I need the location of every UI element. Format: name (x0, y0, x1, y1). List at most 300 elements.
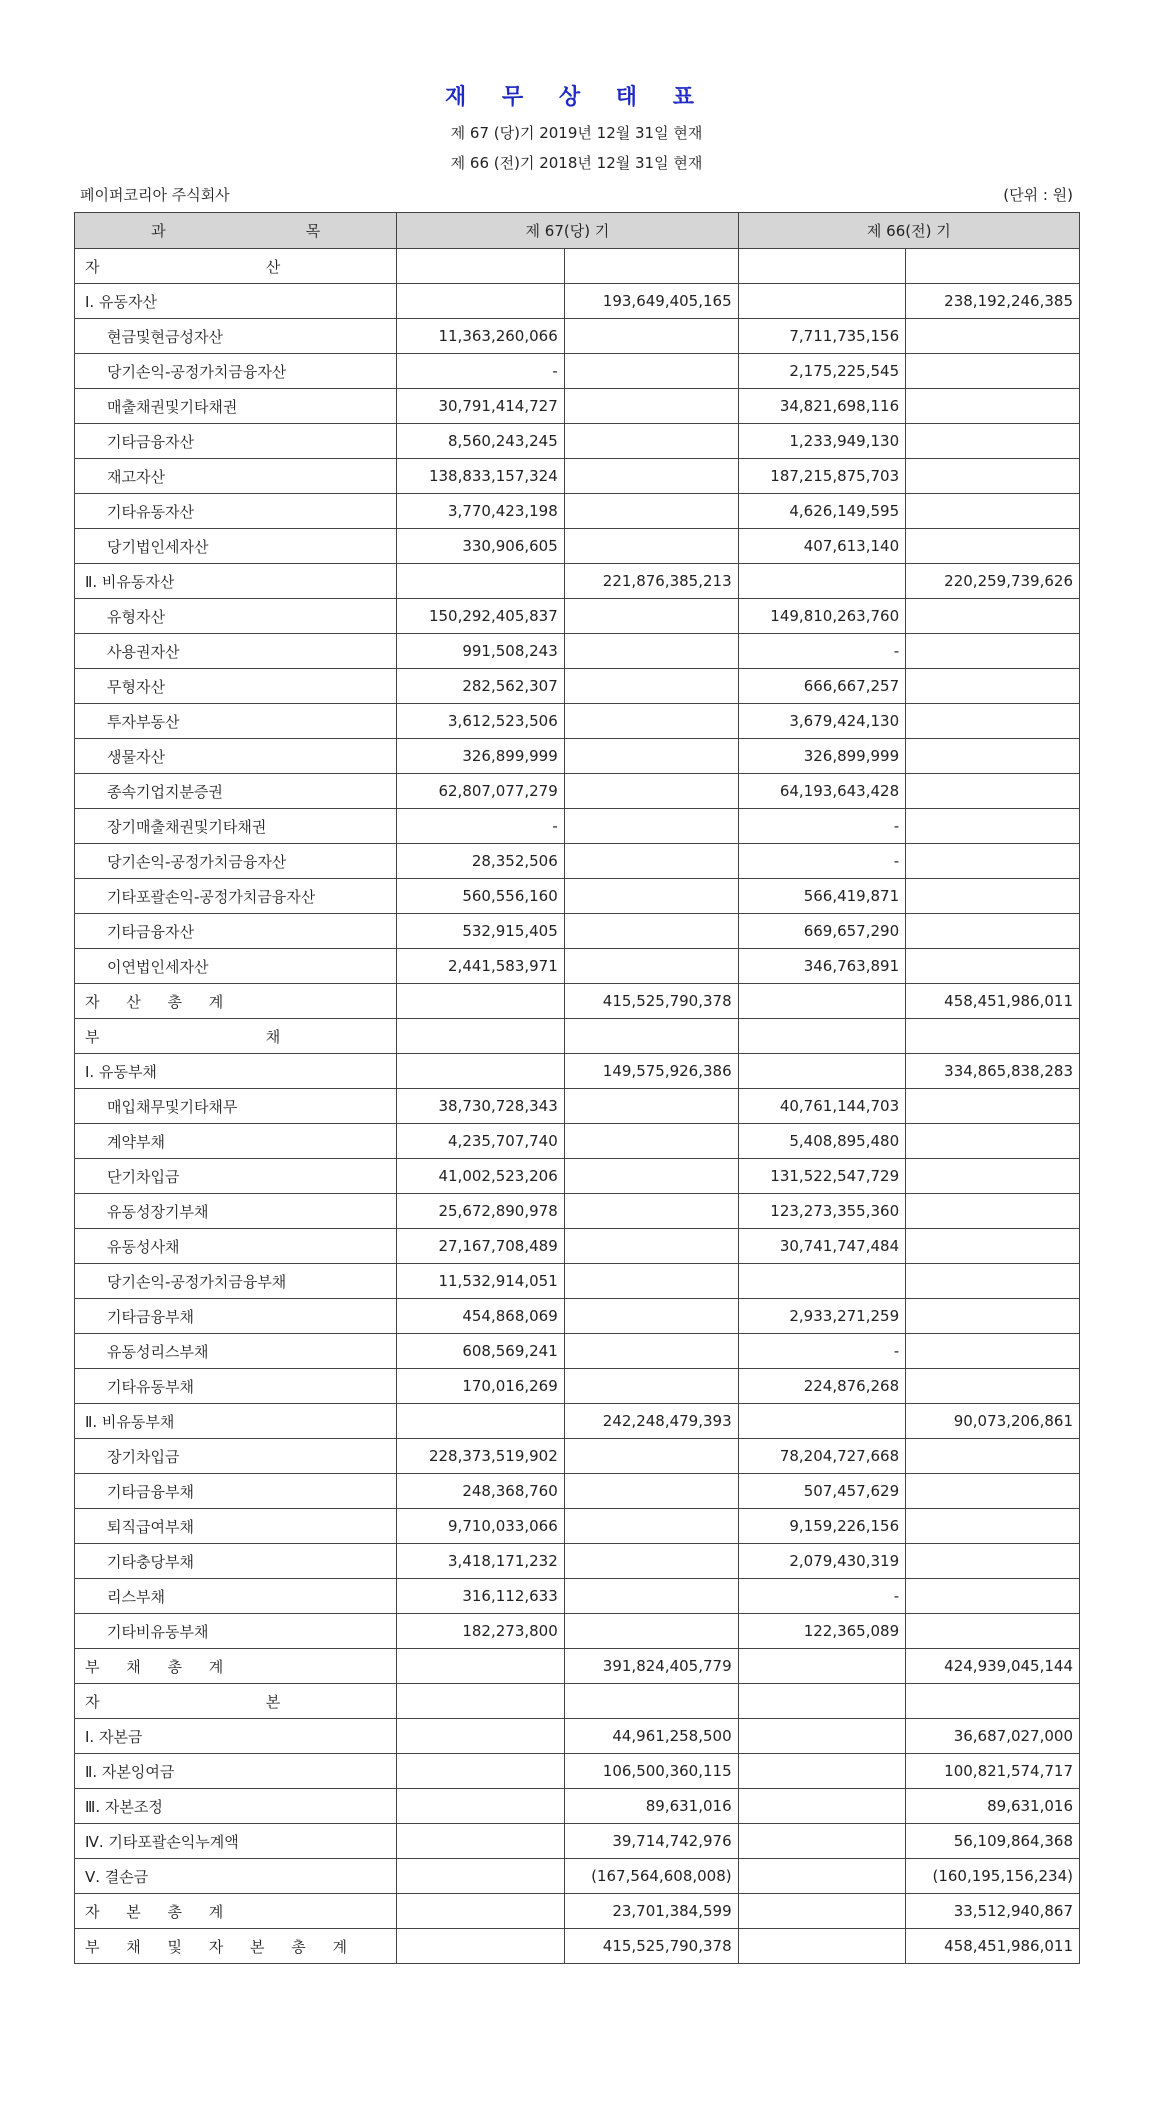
amount-tot-cur (564, 389, 738, 424)
amount-tot-cur (564, 1124, 738, 1159)
account-label: 기타금융부채 (75, 1299, 397, 1334)
account-label (75, 1684, 397, 1719)
amount-tot-cur (564, 529, 738, 564)
amount-tot-cur (564, 1334, 738, 1369)
amount-sub-pri (738, 1754, 906, 1789)
amount-sub-pri: - (738, 1579, 906, 1614)
amount-sub-pri (738, 1684, 906, 1719)
amount-tot-cur (564, 914, 738, 949)
account-label: 부 채 총 계 (75, 1649, 397, 1684)
amount-sub-pri: 346,763,891 (738, 949, 906, 984)
amount-tot-pri (906, 1369, 1080, 1404)
amount-sub-cur: 560,556,160 (397, 879, 565, 914)
amount-tot-pri (906, 1019, 1080, 1054)
amount-sub-pri (738, 1929, 906, 1964)
amount-tot-cur (564, 1019, 738, 1054)
table-header-row (75, 213, 1080, 249)
table-row (75, 844, 1080, 879)
amount-sub-pri: - (738, 844, 906, 879)
amount-sub-cur: 608,569,241 (397, 1334, 565, 1369)
table-row (75, 1684, 1080, 1719)
account-label: Ⅰ. 자본금 (75, 1719, 397, 1754)
amount-sub-cur: 41,002,523,206 (397, 1159, 565, 1194)
account-label: 현금및현금성자산 (75, 319, 397, 354)
amount-sub-cur (397, 1754, 565, 1789)
amount-sub-cur: 282,562,307 (397, 669, 565, 704)
amount-tot-cur (564, 494, 738, 529)
amount-tot-pri (906, 1474, 1080, 1509)
amount-sub-pri: 131,522,547,729 (738, 1159, 906, 1194)
account-label: 당기손익-공정가치금융자산 (75, 354, 397, 389)
amount-sub-cur: 28,352,506 (397, 844, 565, 879)
header-account (75, 213, 397, 249)
amount-sub-cur: 3,612,523,506 (397, 704, 565, 739)
amount-sub-cur: 138,833,157,324 (397, 459, 565, 494)
amount-tot-cur (564, 844, 738, 879)
amount-sub-pri (738, 1719, 906, 1754)
amount-tot-cur (564, 319, 738, 354)
amount-sub-cur (397, 1649, 565, 1684)
amount-sub-cur (397, 1824, 565, 1859)
amount-tot-pri (906, 424, 1080, 459)
amount-tot-cur: 44,961,258,500 (564, 1719, 738, 1754)
balance-sheet-table (74, 212, 1080, 1964)
amount-sub-pri: 30,741,747,484 (738, 1229, 906, 1264)
account-label: 종속기업지분증권 (75, 774, 397, 809)
amount-sub-cur: 4,235,707,740 (397, 1124, 565, 1159)
amount-sub-cur (397, 1929, 565, 1964)
amount-tot-cur: 391,824,405,779 (564, 1649, 738, 1684)
table-row (75, 1194, 1080, 1229)
amount-sub-cur: 25,672,890,978 (397, 1194, 565, 1229)
account-label: 사용권자산 (75, 634, 397, 669)
table-row (75, 704, 1080, 739)
account-label: 기타유동자산 (75, 494, 397, 529)
account-label: 당기법인세자산 (75, 529, 397, 564)
table-row (75, 1159, 1080, 1194)
amount-tot-pri (906, 879, 1080, 914)
table-row (75, 1894, 1080, 1929)
amount-tot-cur (564, 1474, 738, 1509)
amount-tot-cur: 106,500,360,115 (564, 1754, 738, 1789)
amount-tot-pri: 424,939,045,144 (906, 1649, 1080, 1684)
amount-tot-pri (906, 844, 1080, 879)
table-row (75, 914, 1080, 949)
amount-sub-cur: 170,016,269 (397, 1369, 565, 1404)
table-row (75, 1439, 1080, 1474)
account-label: 유동성리스부채 (75, 1334, 397, 1369)
table-row (75, 1264, 1080, 1299)
amount-sub-cur: 248,368,760 (397, 1474, 565, 1509)
amount-sub-pri: 123,273,355,360 (738, 1194, 906, 1229)
amount-sub-pri (738, 1019, 906, 1054)
amount-tot-pri (906, 914, 1080, 949)
amount-sub-pri: - (738, 634, 906, 669)
amount-sub-cur (397, 249, 565, 284)
amount-sub-pri (738, 1789, 906, 1824)
amount-tot-pri (906, 669, 1080, 704)
amount-tot-cur: 23,701,384,599 (564, 1894, 738, 1929)
amount-sub-pri (738, 1824, 906, 1859)
table-row (75, 1089, 1080, 1124)
table-row (75, 1334, 1080, 1369)
amount-tot-cur (564, 424, 738, 459)
amount-tot-cur: 221,876,385,213 (564, 564, 738, 599)
amount-sub-pri: 2,175,225,545 (738, 354, 906, 389)
account-label: 퇴직급여부채 (75, 1509, 397, 1544)
table-row (75, 1859, 1080, 1894)
amount-tot-cur (564, 669, 738, 704)
table-row (75, 459, 1080, 494)
amount-tot-cur: 39,714,742,976 (564, 1824, 738, 1859)
amount-tot-cur (564, 1614, 738, 1649)
amount-sub-pri: 4,626,149,595 (738, 494, 906, 529)
amount-tot-pri: 458,451,986,011 (906, 1929, 1080, 1964)
amount-sub-cur (397, 1404, 565, 1439)
account-label (75, 249, 397, 284)
amount-tot-cur (564, 634, 738, 669)
amount-tot-cur (564, 949, 738, 984)
table-row (75, 774, 1080, 809)
amount-tot-pri (906, 774, 1080, 809)
amount-tot-pri (906, 319, 1080, 354)
amount-tot-pri (906, 1334, 1080, 1369)
amount-sub-pri: - (738, 1334, 906, 1369)
amount-sub-cur: 182,273,800 (397, 1614, 565, 1649)
amount-tot-cur (564, 1299, 738, 1334)
amount-tot-pri: 100,821,574,717 (906, 1754, 1080, 1789)
amount-sub-pri: 3,679,424,130 (738, 704, 906, 739)
amount-tot-pri (906, 1089, 1080, 1124)
amount-sub-cur: 11,363,260,066 (397, 319, 565, 354)
account-label: 리스부채 (75, 1579, 397, 1614)
amount-sub-cur: 228,373,519,902 (397, 1439, 565, 1474)
account-label: 장기매출채권및기타채권 (75, 809, 397, 844)
account-label: 생물자산 (75, 739, 397, 774)
table-body (75, 249, 1080, 1964)
amount-sub-cur (397, 1789, 565, 1824)
amount-sub-cur: 3,418,171,232 (397, 1544, 565, 1579)
amount-tot-cur (564, 809, 738, 844)
amount-sub-pri: 187,215,875,703 (738, 459, 906, 494)
amount-sub-cur (397, 1684, 565, 1719)
table-row (75, 1369, 1080, 1404)
account-label: 단기차입금 (75, 1159, 397, 1194)
table-row (75, 809, 1080, 844)
account-label (75, 1019, 397, 1054)
amount-tot-pri (906, 529, 1080, 564)
header-current: 제 67(당) 기 (397, 213, 738, 249)
amount-sub-pri (738, 249, 906, 284)
account-label: 기타포괄손익-공정가치금융자산 (75, 879, 397, 914)
amount-sub-cur: 3,770,423,198 (397, 494, 565, 529)
account-label: 투자부동산 (75, 704, 397, 739)
amount-tot-pri (906, 704, 1080, 739)
amount-tot-pri (906, 1229, 1080, 1264)
amount-sub-cur: 150,292,405,837 (397, 599, 565, 634)
table-row (75, 1404, 1080, 1439)
amount-tot-pri: 458,451,986,011 (906, 984, 1080, 1019)
account-label: 장기차입금 (75, 1439, 397, 1474)
amount-sub-pri (738, 1264, 906, 1299)
amount-sub-pri: - (738, 809, 906, 844)
amount-tot-cur: 415,525,790,378 (564, 1929, 738, 1964)
amount-sub-pri (738, 1404, 906, 1439)
amount-sub-pri: 407,613,140 (738, 529, 906, 564)
section-label-second: 본 (265, 1692, 281, 1711)
amount-tot-pri (906, 1684, 1080, 1719)
amount-tot-pri (906, 459, 1080, 494)
amount-sub-pri (738, 1054, 906, 1089)
amount-sub-pri: 666,667,257 (738, 669, 906, 704)
amount-sub-pri: 64,193,643,428 (738, 774, 906, 809)
amount-tot-cur (564, 1369, 738, 1404)
amount-tot-pri (906, 1124, 1080, 1159)
amount-sub-pri: 2,933,271,259 (738, 1299, 906, 1334)
account-label: 기타충당부채 (75, 1544, 397, 1579)
table-row (75, 284, 1080, 319)
amount-tot-cur (564, 354, 738, 389)
header-account-1: 과 (151, 222, 166, 240)
account-label: 유동성사채 (75, 1229, 397, 1264)
table-row (75, 879, 1080, 914)
amount-tot-pri: 33,512,940,867 (906, 1894, 1080, 1929)
amount-sub-cur (397, 1859, 565, 1894)
amount-sub-pri (738, 564, 906, 599)
amount-tot-pri (906, 739, 1080, 774)
amount-tot-cur: (167,564,608,008) (564, 1859, 738, 1894)
document-title: 재 무 상 태 표 (445, 85, 708, 110)
table-row (75, 1614, 1080, 1649)
amount-tot-pri (906, 494, 1080, 529)
amount-tot-cur (564, 1194, 738, 1229)
amount-sub-pri: 7,711,735,156 (738, 319, 906, 354)
amount-sub-pri: 78,204,727,668 (738, 1439, 906, 1474)
account-label: 무형자산 (75, 669, 397, 704)
amount-tot-cur: 89,631,016 (564, 1789, 738, 1824)
account-label: 재고자산 (75, 459, 397, 494)
table-row (75, 529, 1080, 564)
account-label: Ⅰ. 유동부채 (75, 1054, 397, 1089)
amount-tot-pri: (160,195,156,234) (906, 1859, 1080, 1894)
account-label: 매입채무및기타채무 (75, 1089, 397, 1124)
amount-tot-cur (564, 1579, 738, 1614)
table-row (75, 1544, 1080, 1579)
account-label: 자 산 총 계 (75, 984, 397, 1019)
amount-tot-pri (906, 389, 1080, 424)
account-label: 기타비유동부채 (75, 1614, 397, 1649)
amount-tot-pri (906, 249, 1080, 284)
amount-sub-pri: 224,876,268 (738, 1369, 906, 1404)
amount-sub-cur (397, 984, 565, 1019)
amount-tot-pri (906, 354, 1080, 389)
table-row (75, 1474, 1080, 1509)
amount-tot-pri (906, 809, 1080, 844)
amount-sub-cur: 330,906,605 (397, 529, 565, 564)
account-label: 기타금융자산 (75, 914, 397, 949)
table-row (75, 1754, 1080, 1789)
amount-tot-pri (906, 1544, 1080, 1579)
amount-tot-pri (906, 1579, 1080, 1614)
account-label: Ⅱ. 자본잉여금 (75, 1754, 397, 1789)
amount-sub-cur (397, 1894, 565, 1929)
amount-sub-pri (738, 284, 906, 319)
company-name: 페이퍼코리아 주식회사 (80, 186, 230, 204)
amount-sub-pri: 669,657,290 (738, 914, 906, 949)
table-row (75, 1019, 1080, 1054)
table-row (75, 564, 1080, 599)
amount-sub-cur: 991,508,243 (397, 634, 565, 669)
amount-tot-cur (564, 1544, 738, 1579)
table-row (75, 1509, 1080, 1544)
header-account-2: 목 (305, 222, 321, 240)
amount-sub-pri: 5,408,895,480 (738, 1124, 906, 1159)
amount-sub-pri: 34,821,698,116 (738, 389, 906, 424)
amount-tot-pri: 90,073,206,861 (906, 1404, 1080, 1439)
amount-tot-pri (906, 1299, 1080, 1334)
table-row (75, 1719, 1080, 1754)
amount-tot-cur: 415,525,790,378 (564, 984, 738, 1019)
section-label-first: 부 (85, 1027, 100, 1046)
amount-sub-cur: 30,791,414,727 (397, 389, 565, 424)
amount-sub-cur: 38,730,728,343 (397, 1089, 565, 1124)
amount-sub-cur: 27,167,708,489 (397, 1229, 565, 1264)
amount-tot-pri (906, 1614, 1080, 1649)
amount-tot-pri (906, 949, 1080, 984)
account-label: 이연법인세자산 (75, 949, 397, 984)
amount-tot-cur: 193,649,405,165 (564, 284, 738, 319)
account-label: Ⅳ. 기타포괄손익누계액 (75, 1824, 397, 1859)
amount-tot-cur (564, 1684, 738, 1719)
amount-tot-cur (564, 1264, 738, 1299)
amount-tot-pri (906, 599, 1080, 634)
account-label: 당기손익-공정가치금융자산 (75, 844, 397, 879)
table-row (75, 949, 1080, 984)
amount-tot-cur (564, 599, 738, 634)
table-row (75, 1124, 1080, 1159)
amount-tot-cur (564, 249, 738, 284)
amount-tot-pri (906, 1194, 1080, 1229)
section-label-first: 자 (85, 1692, 100, 1711)
amount-sub-cur: 326,899,999 (397, 739, 565, 774)
amount-sub-pri: 40,761,144,703 (738, 1089, 906, 1124)
amount-tot-pri (906, 634, 1080, 669)
amount-sub-pri: 149,810,263,760 (738, 599, 906, 634)
amount-sub-pri: 2,079,430,319 (738, 1544, 906, 1579)
section-label-second: 산 (265, 257, 281, 276)
amount-sub-cur: 316,112,633 (397, 1579, 565, 1614)
amount-sub-pri (738, 1894, 906, 1929)
table-row (75, 354, 1080, 389)
amount-sub-pri: 507,457,629 (738, 1474, 906, 1509)
account-label: 매출채권및기타채권 (75, 389, 397, 424)
table-row (75, 1789, 1080, 1824)
amount-sub-cur: 11,532,914,051 (397, 1264, 565, 1299)
amount-sub-cur (397, 1019, 565, 1054)
amount-tot-pri: 36,687,027,000 (906, 1719, 1080, 1754)
table-row (75, 249, 1080, 284)
amount-tot-cur (564, 739, 738, 774)
table-row (75, 1229, 1080, 1264)
amount-tot-cur (564, 1159, 738, 1194)
amount-sub-cur: - (397, 809, 565, 844)
amount-sub-cur: 454,868,069 (397, 1299, 565, 1334)
table-row (75, 319, 1080, 354)
table-row (75, 1299, 1080, 1334)
table-row (75, 739, 1080, 774)
amount-tot-pri: 220,259,739,626 (906, 564, 1080, 599)
amount-sub-cur: 2,441,583,971 (397, 949, 565, 984)
period-current: 제 67 (당)기 2019년 12월 31일 현재 (450, 124, 703, 142)
account-label: Ⅱ. 비유동부채 (75, 1404, 397, 1439)
amount-tot-cur (564, 774, 738, 809)
amount-sub-pri: 122,365,089 (738, 1614, 906, 1649)
amount-sub-cur: 9,710,033,066 (397, 1509, 565, 1544)
amount-sub-cur (397, 284, 565, 319)
amount-sub-pri: 9,159,226,156 (738, 1509, 906, 1544)
amount-tot-cur: 149,575,926,386 (564, 1054, 738, 1089)
account-label: Ⅱ. 비유동자산 (75, 564, 397, 599)
amount-tot-cur (564, 459, 738, 494)
table-row (75, 424, 1080, 459)
account-label: 자 본 총 계 (75, 1894, 397, 1929)
section-label-first: 자 (85, 257, 100, 276)
amount-tot-pri: 56,109,864,368 (906, 1824, 1080, 1859)
amount-sub-cur: 532,915,405 (397, 914, 565, 949)
account-label: Ⅲ. 자본조정 (75, 1789, 397, 1824)
table-row (75, 634, 1080, 669)
amount-tot-cur (564, 1439, 738, 1474)
account-label: 기타금융자산 (75, 424, 397, 459)
account-label: 계약부채 (75, 1124, 397, 1159)
account-label: 기타유동부채 (75, 1369, 397, 1404)
period-prior: 제 66 (전)기 2018년 12월 31일 현재 (450, 154, 703, 172)
account-label: 유동성장기부채 (75, 1194, 397, 1229)
account-label: 당기손익-공정가치금융부채 (75, 1264, 397, 1299)
table-row (75, 494, 1080, 529)
table-row (75, 1054, 1080, 1089)
amount-tot-pri (906, 1509, 1080, 1544)
table-row (75, 669, 1080, 704)
account-label: 부 채 및 자 본 총 계 (75, 1929, 397, 1964)
amount-tot-cur (564, 879, 738, 914)
amount-sub-cur (397, 1719, 565, 1754)
header-prior: 제 66(전) 기 (738, 213, 1079, 249)
table-row (75, 1824, 1080, 1859)
amount-tot-pri (906, 1159, 1080, 1194)
amount-sub-cur (397, 564, 565, 599)
amount-sub-cur (397, 1054, 565, 1089)
amount-sub-pri (738, 1859, 906, 1894)
amount-tot-pri: 238,192,246,385 (906, 284, 1080, 319)
amount-sub-cur: 62,807,077,279 (397, 774, 565, 809)
amount-tot-pri: 89,631,016 (906, 1789, 1080, 1824)
amount-tot-cur (564, 704, 738, 739)
amount-tot-pri: 334,865,838,283 (906, 1054, 1080, 1089)
table-row (75, 1929, 1080, 1964)
section-label-second: 채 (265, 1027, 281, 1046)
account-label: 기타금융부채 (75, 1474, 397, 1509)
table-row (75, 389, 1080, 424)
amount-sub-cur: - (397, 354, 565, 389)
table-row (75, 1579, 1080, 1614)
table-row (75, 599, 1080, 634)
table-row (75, 984, 1080, 1019)
unit-label: (단위 : 원) (1003, 186, 1073, 204)
amount-tot-pri (906, 1439, 1080, 1474)
account-label: Ⅰ. 유동자산 (75, 284, 397, 319)
amount-sub-pri (738, 1649, 906, 1684)
